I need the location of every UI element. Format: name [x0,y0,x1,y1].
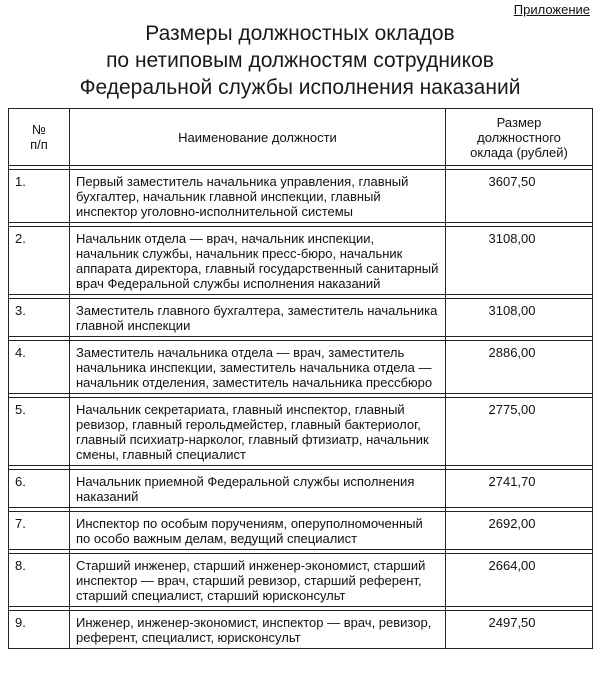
document-title [0,20,600,101]
row-salary: 3108,00 [446,227,593,295]
table-row [9,470,593,508]
appendix-label: Приложение [513,2,590,17]
row-number: 5. [9,398,70,466]
table-row [9,341,593,394]
row-number: 7. [9,512,70,550]
table-row [9,512,593,550]
row-position: Инженер, инженер-экономист, инспектор — врач, ревизор, референт, специалист, юрисконсульт [70,611,446,649]
row-position: Начальник приемной Федеральной службы исполнения наказаний [70,470,446,508]
row-position: Первый заместитель начальника управления, главный бухгалтер, начальник главной инспекции, главный инспектор уголовно-исполнительной системы [70,170,446,223]
header-number: № п/п [9,109,70,166]
table-header-row [9,109,593,166]
table-row [9,227,593,295]
row-salary: 2497,50 [446,611,593,649]
row-salary: 2664,00 [446,554,593,607]
row-salary: 2886,00 [446,341,593,394]
title-line-2: по нетиповым должностям сотрудников [106,49,494,72]
row-number: 8. [9,554,70,607]
row-position: Инспектор по особым поручениям, оперуполномоченный по особо важным делам, ведущий специалист [70,512,446,550]
row-number: 6. [9,470,70,508]
table-row [9,398,593,466]
row-number: 3. [9,299,70,337]
row-position: Начальник секретариата, главный инспектор, главный ревизор, главный герольдмейстер, главный бактериолог, главный психиатр-нарколог, главный фтизиатр, начальник смены, главный специалист [70,398,446,466]
title-line-1: Размеры должностных окладов [145,22,455,45]
row-position: Старший инженер, старший инженер-экономист, старший инспектор — врач, старший ревизор, старший референт, старший специалист, старший юрисконсульт [70,554,446,607]
row-salary: 3607,50 [446,170,593,223]
table-row [9,170,593,223]
header-position: Наименование должности [70,109,446,166]
table-row [9,299,593,337]
row-number: 4. [9,341,70,394]
row-salary: 2692,00 [446,512,593,550]
row-position: Заместитель главного бухгалтера, заместитель начальника главной инспекции [70,299,446,337]
row-salary: 2741,70 [446,470,593,508]
row-salary: 3108,00 [446,299,593,337]
row-salary: 2775,00 [446,398,593,466]
row-position: Начальник отдела — врач, начальник инспекции, начальник службы, начальник пресс-бюро, начальник аппарата директора, главный государственный санитарный врач Федеральной службы исполнения наказаний [70,227,446,295]
salary-table [8,108,593,649]
table-row [9,554,593,607]
row-number: 2. [9,227,70,295]
row-position: Заместитель начальника отдела — врач, заместитель начальника инспекции, заместитель начальника отдела — начальник отделения, заместитель начальника прессбюро [70,341,446,394]
header-salary: Размер должностного оклада (рублей) [446,109,593,166]
row-number: 1. [9,170,70,223]
table-row [9,611,593,649]
title-line-3: Федеральной службы исполнения наказаний [79,76,521,99]
row-number: 9. [9,611,70,649]
